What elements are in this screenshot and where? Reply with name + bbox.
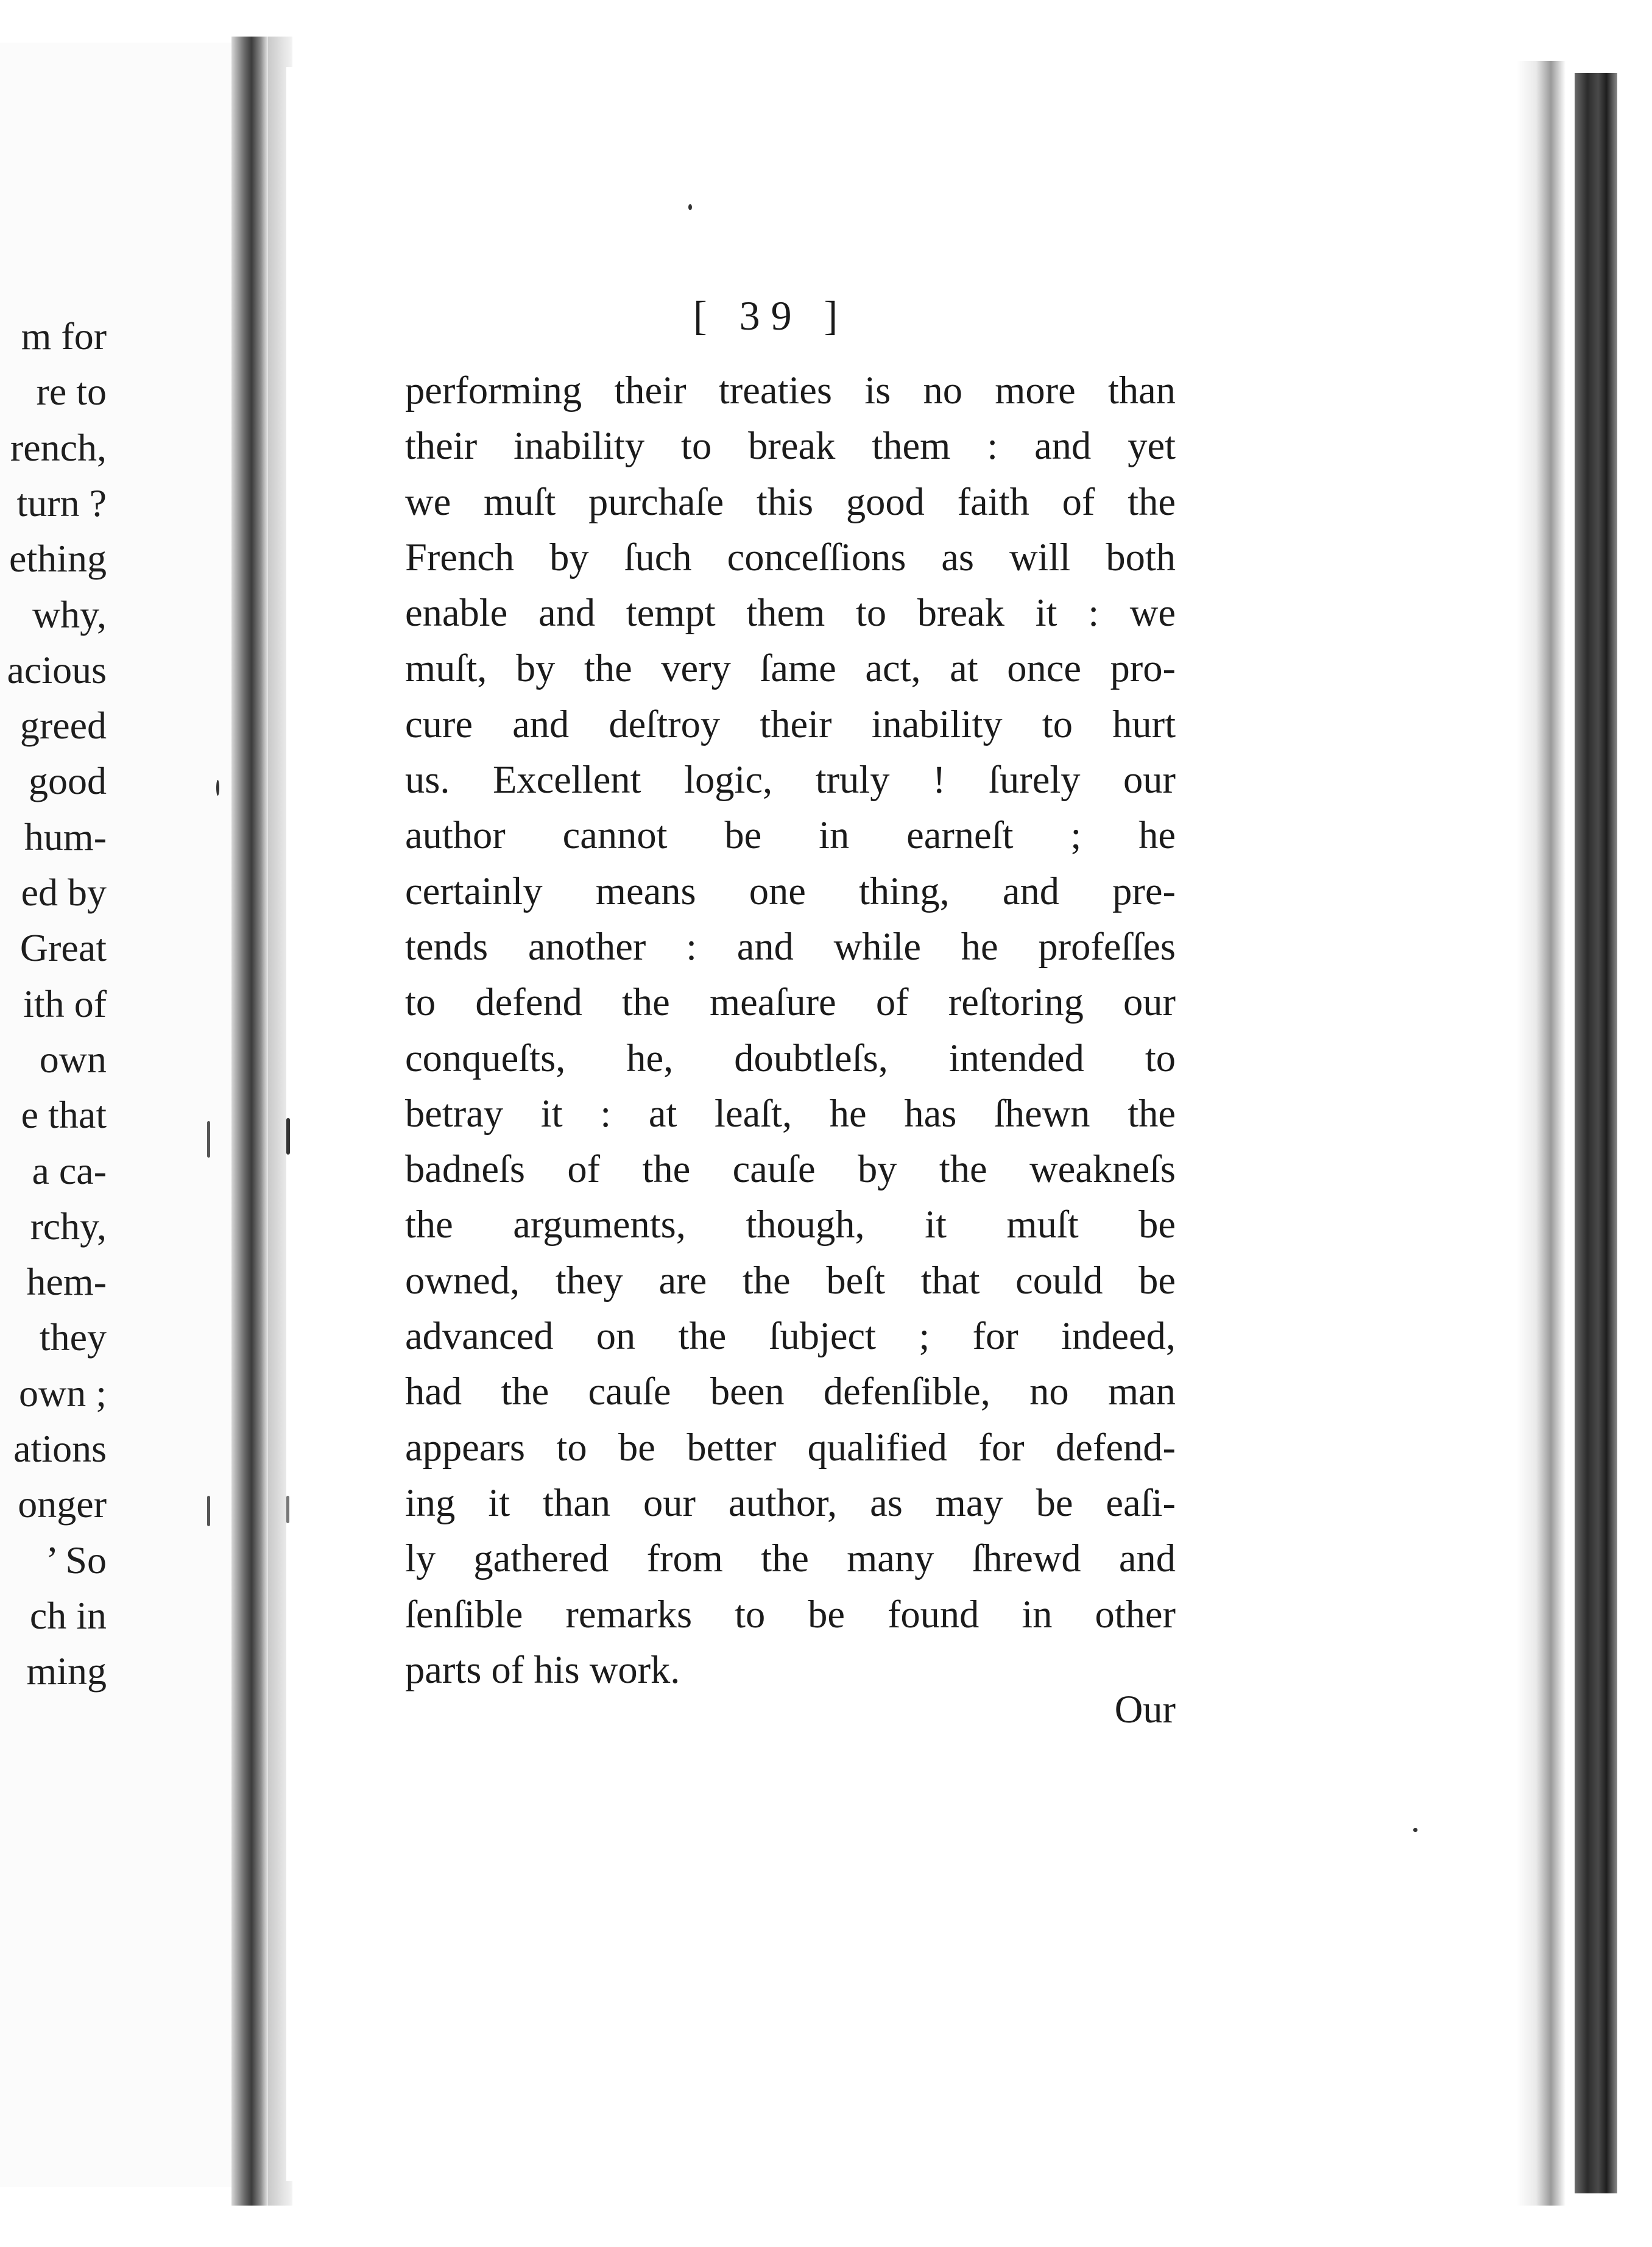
- previous-page-line-fragment: e that: [21, 1093, 107, 1137]
- previous-page-line-fragment: good: [29, 759, 107, 803]
- text-line: tends another : and while he profeſſes: [405, 924, 1176, 968]
- previous-page-line-fragment: ations: [13, 1427, 107, 1470]
- previous-page-line-fragment: hem-: [26, 1260, 107, 1304]
- text-line: ly gathered from the many ſhrewd and: [405, 1537, 1176, 1580]
- previous-page-line-fragment: own: [39, 1037, 107, 1081]
- page-speck: [216, 780, 219, 796]
- previous-page-line-fragment: ed by: [21, 871, 107, 914]
- previous-page-line-fragment: ’ So: [45, 1538, 107, 1582]
- previous-page-line-fragment: turn ?: [16, 481, 107, 525]
- previous-page-line-fragment: ch in: [29, 1593, 107, 1637]
- previous-page-line-fragment: hum-: [24, 815, 107, 858]
- text-line: appears to be better qualified for defend-: [405, 1425, 1176, 1469]
- text-line: conqueſts, he, doubtleſs, intended to: [405, 1036, 1176, 1080]
- text-line: advanced on the ſubject ; for indeed,: [405, 1314, 1176, 1358]
- previous-page-line-fragment: rench,: [10, 425, 107, 469]
- text-line: French by ſuch conceſſions as will both: [405, 535, 1176, 579]
- previous-page-text: [0, 43, 241, 2187]
- previous-page-line-fragment: greed: [19, 704, 107, 748]
- text-line: author cannot be in earneſt ; he: [405, 813, 1176, 857]
- book-block-edge: [1575, 73, 1617, 2193]
- previous-page-line-fragment: Great: [19, 926, 107, 970]
- previous-page-line-fragment: re to: [36, 370, 107, 414]
- scan-margin: [1617, 61, 1652, 2206]
- text-line: enable and tempt them to break it : we: [405, 591, 1176, 635]
- page-speck: [688, 204, 692, 210]
- text-line: their inability to break them : and yet: [405, 424, 1176, 468]
- text-line: owned, they are the beſt that could be: [405, 1258, 1176, 1302]
- previous-page-line-fragment: ith of: [23, 982, 107, 1025]
- catchword: Our: [1114, 1688, 1176, 1731]
- text-line: ing it than our author, as may be eaſi-: [405, 1481, 1176, 1524]
- text-line: us. Excellent logic, truly ! ſurely our: [405, 758, 1176, 802]
- previous-page-line-fragment: ething: [9, 537, 107, 581]
- page-speck: [207, 1121, 210, 1158]
- page-speck: [286, 1118, 290, 1155]
- previous-page-line-fragment: a ca-: [32, 1148, 107, 1192]
- text-line: had the cauſe been defenſible, no man: [405, 1370, 1176, 1414]
- text-line: certainly means one thing, and pre-: [405, 869, 1176, 913]
- text-line: we muſt purchaſe this good faith of the: [405, 479, 1176, 523]
- page-speck: [207, 1496, 210, 1526]
- text-line: ſenſible remarks to be found in other: [405, 1592, 1176, 1636]
- text-line: parts of his work.: [405, 1647, 680, 1691]
- text-line: performing their treaties is no more than: [405, 369, 1176, 412]
- page-speck: [1413, 1828, 1417, 1832]
- previous-page-line-fragment: acious: [7, 648, 107, 692]
- text-line: the arguments, though, it muſt be: [405, 1203, 1176, 1247]
- previous-page-line-fragment: they: [39, 1315, 107, 1359]
- previous-page-edge: [0, 43, 241, 2187]
- text-line: to defend the meaſure of reſtoring our: [405, 980, 1176, 1024]
- book-gutter: [231, 37, 268, 2206]
- previous-page-line-fragment: own ;: [19, 1371, 107, 1415]
- previous-page-line-fragment: rchy,: [30, 1204, 107, 1248]
- previous-page-line-fragment: ming: [26, 1649, 107, 1693]
- previous-page-line-fragment: onger: [18, 1482, 107, 1526]
- page-number-header: [ 39 ]: [693, 292, 849, 339]
- page-fore-edge: [1517, 61, 1566, 2206]
- previous-page-line-fragment: m for: [21, 314, 107, 358]
- text-line: badneſs of the cauſe by the weakneſs: [405, 1147, 1176, 1191]
- text-line: cure and deſtroy their inability to hurt: [405, 702, 1176, 746]
- body-text: [405, 363, 1176, 1697]
- previous-page-line-fragment: why,: [32, 592, 107, 636]
- text-line: muſt, by the very ſame act, at once pro-: [405, 646, 1176, 690]
- page-speck: [286, 1496, 289, 1523]
- text-line: betray it : at leaſt, he has ſhewn the: [405, 1091, 1176, 1135]
